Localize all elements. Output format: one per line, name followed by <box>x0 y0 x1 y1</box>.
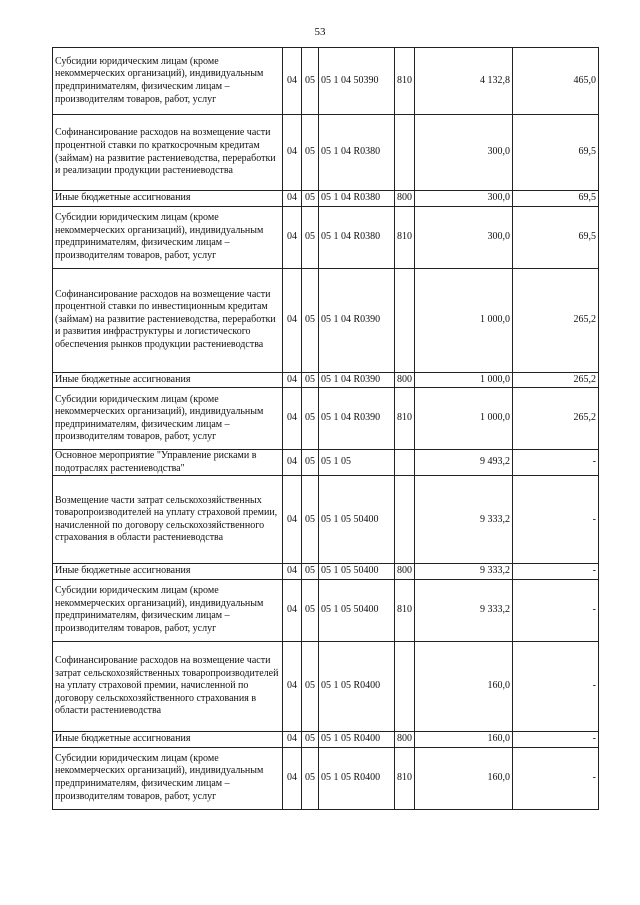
row-subsection: 05 <box>302 747 319 809</box>
row-expense-type <box>395 641 415 731</box>
row-amount-plan: 160,0 <box>415 731 513 747</box>
row-name: Иные бюджетные ассигнования <box>53 564 283 580</box>
row-name: Софинансирование расходов на возмещение части процентной ставки по инвестиционным кредитам (займам) на развитие растениеводства, переработки и развития инфраструктуры и логистического обеспечения рынков продукции растениеводства <box>53 268 283 372</box>
row-section: 04 <box>283 731 302 747</box>
row-name: Софинансирование расходов на возмещение части процентной ставки по краткосрочным кредитам (займам) на развитие растениеводства, переработки и реализации продукции растениеводства <box>53 115 283 191</box>
row-expense-type <box>395 476 415 564</box>
row-section: 04 <box>283 747 302 809</box>
row-expense-type: 800 <box>395 731 415 747</box>
row-amount-exec: 69,5 <box>513 115 599 191</box>
table-row <box>53 48 599 115</box>
table-row <box>53 747 599 809</box>
row-name: Возмещение части затрат сельскохозяйственных товаропроизводителей на уплату страховой премии, начисленной по договору сельскохозяйственного страхования в области растениеводства <box>53 476 283 564</box>
row-expense-type <box>395 115 415 191</box>
row-section: 04 <box>283 268 302 372</box>
table-row <box>53 206 599 268</box>
row-name: Субсидии юридическим лицам (кроме некоммерческих организаций), индивидуальным предпринимателям, физическим лицам – производителям товаров, работ, услуг <box>53 48 283 115</box>
row-section: 04 <box>283 48 302 115</box>
table-row <box>53 388 599 450</box>
row-name: Субсидии юридическим лицам (кроме некоммерческих организаций), индивидуальным предпринимателям, физическим лицам – производителям товаров, работ, услуг <box>53 388 283 450</box>
row-name: Иные бюджетные ассигнования <box>53 372 283 388</box>
row-section: 04 <box>283 564 302 580</box>
row-target-code: 05 1 05 R0400 <box>319 641 395 731</box>
table-row <box>53 115 599 191</box>
row-amount-plan: 300,0 <box>415 206 513 268</box>
row-section: 04 <box>283 641 302 731</box>
row-section: 04 <box>283 206 302 268</box>
row-expense-type: 800 <box>395 372 415 388</box>
row-amount-plan: 4 132,8 <box>415 48 513 115</box>
row-expense-type: 810 <box>395 48 415 115</box>
row-amount-exec: - <box>513 579 599 641</box>
row-amount-exec: - <box>513 747 599 809</box>
row-amount-exec: 265,2 <box>513 372 599 388</box>
row-target-code: 05 1 05 <box>319 450 395 476</box>
row-expense-type <box>395 268 415 372</box>
row-amount-plan: 1 000,0 <box>415 268 513 372</box>
row-amount-plan: 9 333,2 <box>415 564 513 580</box>
row-subsection: 05 <box>302 579 319 641</box>
row-amount-exec: 265,2 <box>513 388 599 450</box>
row-subsection: 05 <box>302 191 319 207</box>
row-amount-exec: 465,0 <box>513 48 599 115</box>
row-expense-type <box>395 450 415 476</box>
row-name: Иные бюджетные ассигнования <box>53 731 283 747</box>
row-subsection: 05 <box>302 48 319 115</box>
table-row <box>53 579 599 641</box>
row-amount-plan: 160,0 <box>415 747 513 809</box>
row-amount-plan: 300,0 <box>415 115 513 191</box>
table-row <box>53 450 599 476</box>
row-target-code: 05 1 04 R0390 <box>319 388 395 450</box>
row-subsection: 05 <box>302 450 319 476</box>
row-subsection: 05 <box>302 115 319 191</box>
table-row <box>53 641 599 731</box>
row-expense-type: 810 <box>395 206 415 268</box>
page-number: 53 <box>314 26 326 38</box>
row-amount-exec: - <box>513 731 599 747</box>
table-row <box>53 191 599 207</box>
table-row <box>53 731 599 747</box>
row-name: Иные бюджетные ассигнования <box>53 191 283 207</box>
row-name: Субсидии юридическим лицам (кроме некоммерческих организаций), индивидуальным предпринимателям, физическим лицам – производителям товаров, работ, услуг <box>53 747 283 809</box>
row-amount-exec: - <box>513 476 599 564</box>
row-amount-exec: 69,5 <box>513 191 599 207</box>
row-subsection: 05 <box>302 564 319 580</box>
row-amount-exec: - <box>513 450 599 476</box>
table-row <box>53 268 599 372</box>
row-name: Субсидии юридическим лицам (кроме некоммерческих организаций), индивидуальным предпринимателям, физическим лицам – производителям товаров, работ, услуг <box>53 579 283 641</box>
row-amount-plan: 1 000,0 <box>415 388 513 450</box>
row-section: 04 <box>283 191 302 207</box>
row-section: 04 <box>283 450 302 476</box>
row-name: Субсидии юридическим лицам (кроме некоммерческих организаций), индивидуальным предпринимателям, физическим лицам – производителям товаров, работ, услуг <box>53 206 283 268</box>
row-name: Софинансирование расходов на возмещение части затрат сельскохозяйственных товаропроизводителей на уплату страховой премии, начисленной по договору сельскохозяйственного страхования в области растениеводства <box>53 641 283 731</box>
row-name: Основное мероприятие "Управление рисками в подотраслях растениеводства" <box>53 450 283 476</box>
row-amount-plan: 9 333,2 <box>415 476 513 564</box>
row-subsection: 05 <box>302 372 319 388</box>
row-amount-plan: 9 333,2 <box>415 579 513 641</box>
row-target-code: 05 1 05 50400 <box>319 579 395 641</box>
budget-table <box>52 47 599 810</box>
row-expense-type: 810 <box>395 388 415 450</box>
row-subsection: 05 <box>302 388 319 450</box>
row-section: 04 <box>283 579 302 641</box>
row-section: 04 <box>283 115 302 191</box>
row-amount-exec: 69,5 <box>513 206 599 268</box>
row-amount-exec: - <box>513 564 599 580</box>
row-expense-type: 800 <box>395 564 415 580</box>
row-target-code: 05 1 04 R0390 <box>319 268 395 372</box>
row-amount-exec: - <box>513 641 599 731</box>
row-amount-plan: 300,0 <box>415 191 513 207</box>
row-amount-plan: 160,0 <box>415 641 513 731</box>
row-expense-type: 810 <box>395 747 415 809</box>
row-target-code: 05 1 05 R0400 <box>319 747 395 809</box>
row-amount-plan: 1 000,0 <box>415 372 513 388</box>
row-section: 04 <box>283 372 302 388</box>
row-subsection: 05 <box>302 206 319 268</box>
row-expense-type: 800 <box>395 191 415 207</box>
row-target-code: 05 1 04 R0380 <box>319 191 395 207</box>
table-row <box>53 564 599 580</box>
table-row <box>53 372 599 388</box>
row-section: 04 <box>283 476 302 564</box>
row-subsection: 05 <box>302 268 319 372</box>
row-target-code: 05 1 04 R0380 <box>319 115 395 191</box>
row-section: 04 <box>283 388 302 450</box>
row-subsection: 05 <box>302 641 319 731</box>
row-target-code: 05 1 04 R0380 <box>319 206 395 268</box>
table-row <box>53 476 599 564</box>
row-target-code: 05 1 05 50400 <box>319 564 395 580</box>
row-target-code: 05 1 05 50400 <box>319 476 395 564</box>
row-expense-type: 810 <box>395 579 415 641</box>
row-subsection: 05 <box>302 476 319 564</box>
row-target-code: 05 1 05 R0400 <box>319 731 395 747</box>
row-amount-exec: 265,2 <box>513 268 599 372</box>
row-amount-plan: 9 493,2 <box>415 450 513 476</box>
row-target-code: 05 1 04 R0390 <box>319 372 395 388</box>
row-subsection: 05 <box>302 731 319 747</box>
row-target-code: 05 1 04 50390 <box>319 48 395 115</box>
